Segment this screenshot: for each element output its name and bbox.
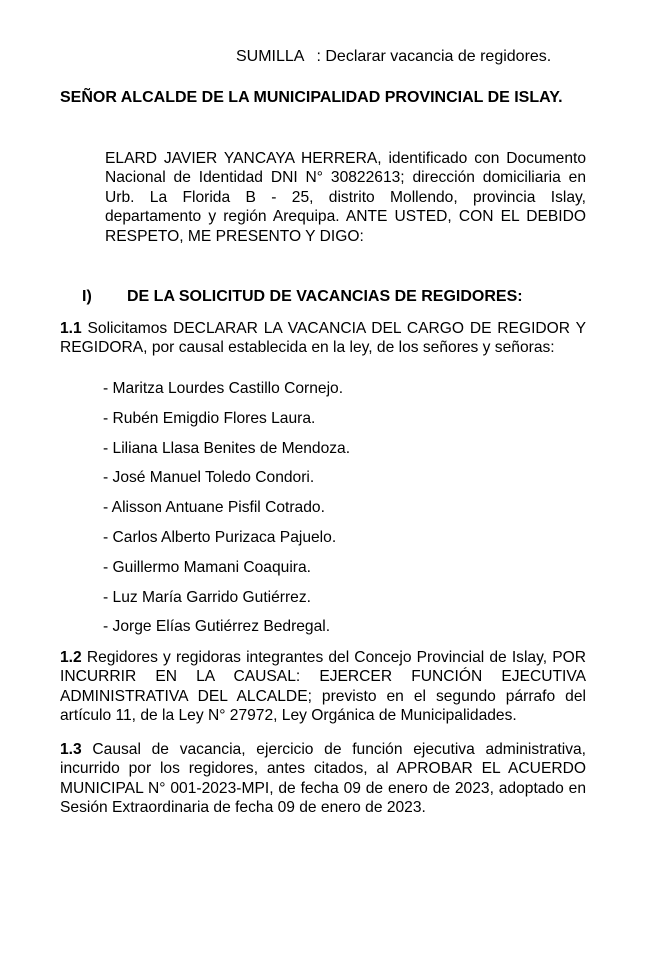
paragraph-1-2 <box>60 648 586 726</box>
sumilla-label: SUMILLA <box>236 48 305 65</box>
list-item: - Guillermo Mamani Coaquira. <box>103 558 311 576</box>
addressee-heading: SEÑOR ALCALDE DE LA MUNICIPALIDAD PROVINCIAL DE ISLAY. <box>60 89 563 106</box>
section-number: I) <box>82 288 92 305</box>
sumilla-line <box>236 48 551 66</box>
sumilla-text: : Declarar vacancia de regidores. <box>316 48 552 65</box>
list-item: - Carlos Alberto Purizaca Pajuelo. <box>103 528 337 546</box>
paragraph-text: Solicitamos DECLARAR LA VACANCIA DEL CARGO DE REGIDOR Y REGIDORA, por causal establecida en la ley, de los señores y señoras: <box>60 320 586 357</box>
paragraph-1-1 <box>60 319 586 358</box>
list-item: - José Manuel Toledo Condori. <box>103 469 315 487</box>
regidores-list <box>103 379 350 647</box>
list-item: - Liliana Llasa Benites de Mendoza. <box>103 439 351 457</box>
paragraph-1-3 <box>60 740 586 818</box>
list-item: - Luz María Garrido Gutiérrez. <box>103 588 311 606</box>
section-title-text: DE LA SOLICITUD DE VACANCIAS DE REGIDORES: <box>127 288 523 305</box>
paragraph-number: 1.2 <box>60 649 82 666</box>
intro-paragraph: ELARD JAVIER YANCAYA HERRERA, identificado con Documento Nacional de Identidad DNI N° 30822613; dirección domiciliaria en Urb. La Florida B - 25, distrito Mollendo, provincia Islay, departamento y región Arequipa. ANTE USTED, CON EL DEBIDO RESPETO, ME PRESENTO Y DIGO: <box>105 150 586 245</box>
paragraph-text: Regidores y regidoras integrantes del Concejo Provincial de Islay, POR INCURRIR EN LA CAUSAL: EJERCER FUNCIÓN EJECUTIVA ADMINISTRATIVA DEL ALCALDE; previsto en el segundo párrafo del artículo 11, de la Ley N° 27972, Ley Orgánica de Municipalidades. <box>60 649 586 725</box>
section-title <box>82 288 586 306</box>
paragraph-number: 1.3 <box>60 741 82 758</box>
paragraph-text: Causal de vacancia, ejercicio de función ejecutiva administrativa, incurrido por los regidores, antes citados, al APROBAR EL ACUERDO MUNICIPAL N° 001-2023-MPI, de fecha 09 de enero de 2023, adoptado en Sesión Extraordinaria de fecha 09 de enero de 2023. <box>60 741 586 817</box>
list-item: - Alisson Antuane Pisfil Cotrado. <box>103 499 325 517</box>
list-item: - Maritza Lourdes Castillo Cornejo. <box>103 380 344 397</box>
list-item: - Jorge Elías Gutiérrez Bedregal. <box>103 618 331 636</box>
list-item: - Rubén Emigdio Flores Laura. <box>103 409 316 427</box>
paragraph-number: 1.1 <box>60 320 82 337</box>
